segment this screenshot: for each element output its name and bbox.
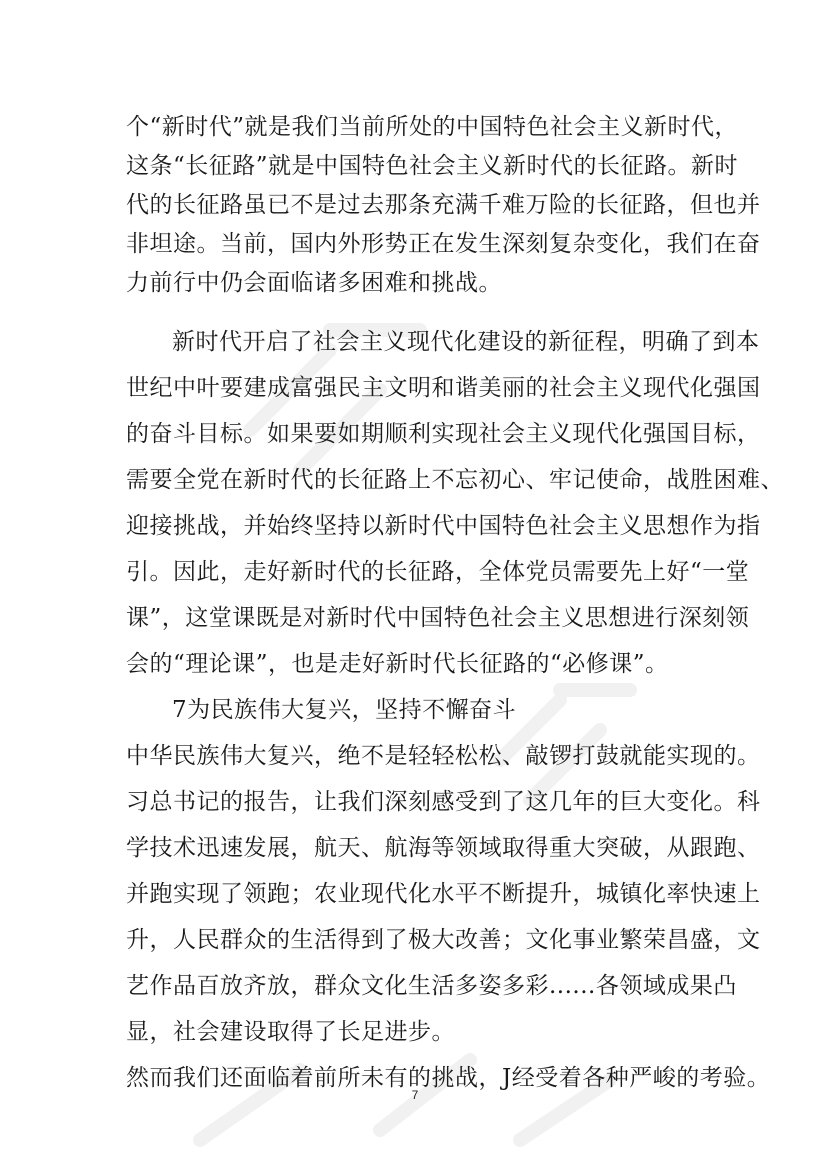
text-line: 迎接挑战，并始终坚持以新时代中国特色社会主义思想作为指 — [126, 513, 761, 539]
text-line: 会的“理论课”，也是走好新时代长征路的“必修课”。 — [126, 651, 669, 677]
text-line: 需要全党在新时代的长征路上不忘初心、牢记使命，战胜困难、 — [126, 467, 784, 493]
text-line: 显，社会建设取得了长足进步。 — [126, 1019, 455, 1045]
text-line: 课”，这堂课既是对新时代中国特色社会主义思想进行深刻领 — [126, 605, 750, 631]
text-line: 这条“长征路”就是中国特色社会主义新时代的长征路。新时 — [126, 153, 739, 179]
text-line: 升，人民群众的生活得到了极大改善；文化事业繁荣昌盛，文 — [126, 927, 761, 953]
text-line: 艺作品百放齐放，群众文化生活多姿多彩......各领域成果凸 — [126, 973, 737, 999]
text-line: 个“新时代”就是我们当前所处的中国特色社会主义新时代， — [126, 114, 739, 140]
text-line: 中华民族伟大复兴，绝不是轻轻松松、敲锣打鼓就能实现的。 — [126, 743, 761, 769]
text-line: 习总书记的报告，让我们深刻感受到了这几年的巨大变化。科 — [126, 789, 761, 815]
text-line: 非坦途。当前，国内外形势正在发生深刻复杂变化，我们在奋 — [126, 231, 761, 257]
text-line: 引。因此，走好新时代的长征路，全体党员需要先上好“一堂 — [126, 559, 750, 585]
text-line: 的奋斗目标。如果要如期顺利实现社会主义现代化强国目标， — [126, 421, 761, 447]
text-line: 代的长征路虽已不是过去那条充满千难万险的长征路，但也并 — [126, 192, 761, 218]
text-line: 力前行中仍会面临诸多困难和挑战。 — [126, 270, 502, 296]
text-line: 然而我们还面临着前所未有的挑战，J经受着各种严峻的考验。 — [126, 1065, 771, 1091]
text-line: 学技术迅速发展，航天、航海等领域取得重大突破，从跟跑、 — [126, 835, 761, 861]
page-number: 7 — [411, 1088, 419, 1102]
text-line: 新时代开启了社会主义现代化建设的新征程，明确了到本 — [172, 329, 760, 355]
text-line: 世纪中叶要建成富强民主文明和谐美丽的社会主义现代化强国 — [126, 375, 761, 401]
text-line: 并跑实现了领跑；农业现代化水平不断提升，城镇化率快速上 — [126, 881, 761, 907]
section-heading: 7为民族伟大复兴，坚持不懈奋斗 — [172, 697, 517, 723]
